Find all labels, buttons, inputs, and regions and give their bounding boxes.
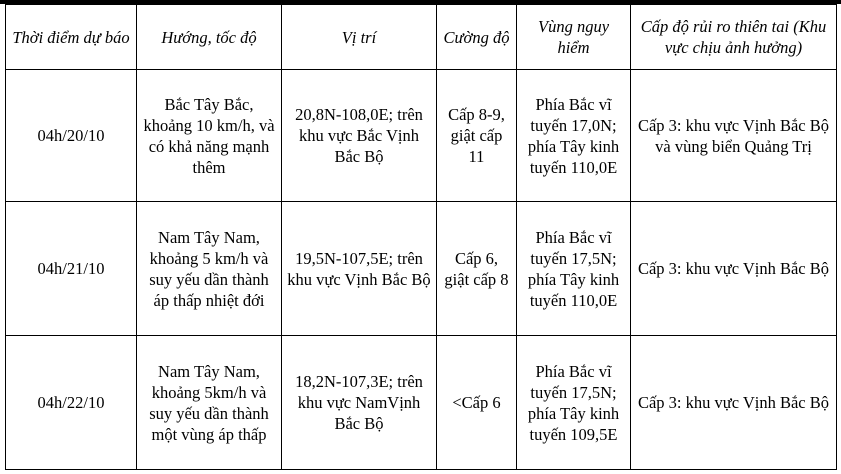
table-row	[6, 202, 837, 336]
cell-position: 18,2N-107,3E; trên khu vực NamVịnh Bắc Bộ	[282, 336, 437, 470]
cell-direction: Bắc Tây Bắc, khoảng 10 km/h, và có khả năng mạnh thêm	[137, 70, 282, 202]
cell-risk: Cấp 3: khu vực Vịnh Bắc Bộ	[631, 336, 837, 470]
cell-danger-zone: Phía Bắc vĩ tuyến 17,5N; phía Tây kinh tuyến 109,5E	[517, 336, 631, 470]
header-intensity: Cường độ	[437, 5, 517, 70]
cell-risk: Cấp 3: khu vực Vịnh Bắc Bộ	[631, 202, 837, 336]
cell-position: 19,5N-107,5E; trên khu vực Vịnh Bắc Bộ	[282, 202, 437, 336]
cell-time: 04h/20/10	[6, 70, 137, 202]
cell-time: 04h/21/10	[6, 202, 137, 336]
forecast-table	[5, 4, 837, 470]
cell-time: 04h/22/10	[6, 336, 137, 470]
cell-intensity: Cấp 8-9, giật cấp 11	[437, 70, 517, 202]
cell-danger-zone: Phía Bắc vĩ tuyến 17,5N; phía Tây kinh tuyến 110,0E	[517, 202, 631, 336]
cell-risk: Cấp 3: khu vực Vịnh Bắc Bộ và vùng biển Quảng Trị	[631, 70, 837, 202]
cell-intensity: <Cấp 6	[437, 336, 517, 470]
header-time: Thời điểm dự báo	[6, 5, 137, 70]
header-direction: Hướng, tốc độ	[137, 5, 282, 70]
header-danger-zone: Vùng nguy hiểm	[517, 5, 631, 70]
table-row	[6, 336, 837, 470]
cell-intensity: Cấp 6, giật cấp 8	[437, 202, 517, 336]
header-row	[6, 5, 837, 70]
cell-direction: Nam Tây Nam, khoảng 5km/h và suy yếu dần thành một vùng áp thấp	[137, 336, 282, 470]
cell-direction: Nam Tây Nam, khoảng 5 km/h và suy yếu dần thành áp thấp nhiệt đới	[137, 202, 282, 336]
header-position: Vị trí	[282, 5, 437, 70]
cell-danger-zone: Phía Bắc vĩ tuyến 17,0N; phía Tây kinh tuyến 110,0E	[517, 70, 631, 202]
header-risk: Cấp độ rủi ro thiên tai (Khu vực chịu ảnh hưởng)	[631, 5, 837, 70]
table-row	[6, 70, 837, 202]
cell-position: 20,8N-108,0E; trên khu vực Bắc Vịnh Bắc Bộ	[282, 70, 437, 202]
